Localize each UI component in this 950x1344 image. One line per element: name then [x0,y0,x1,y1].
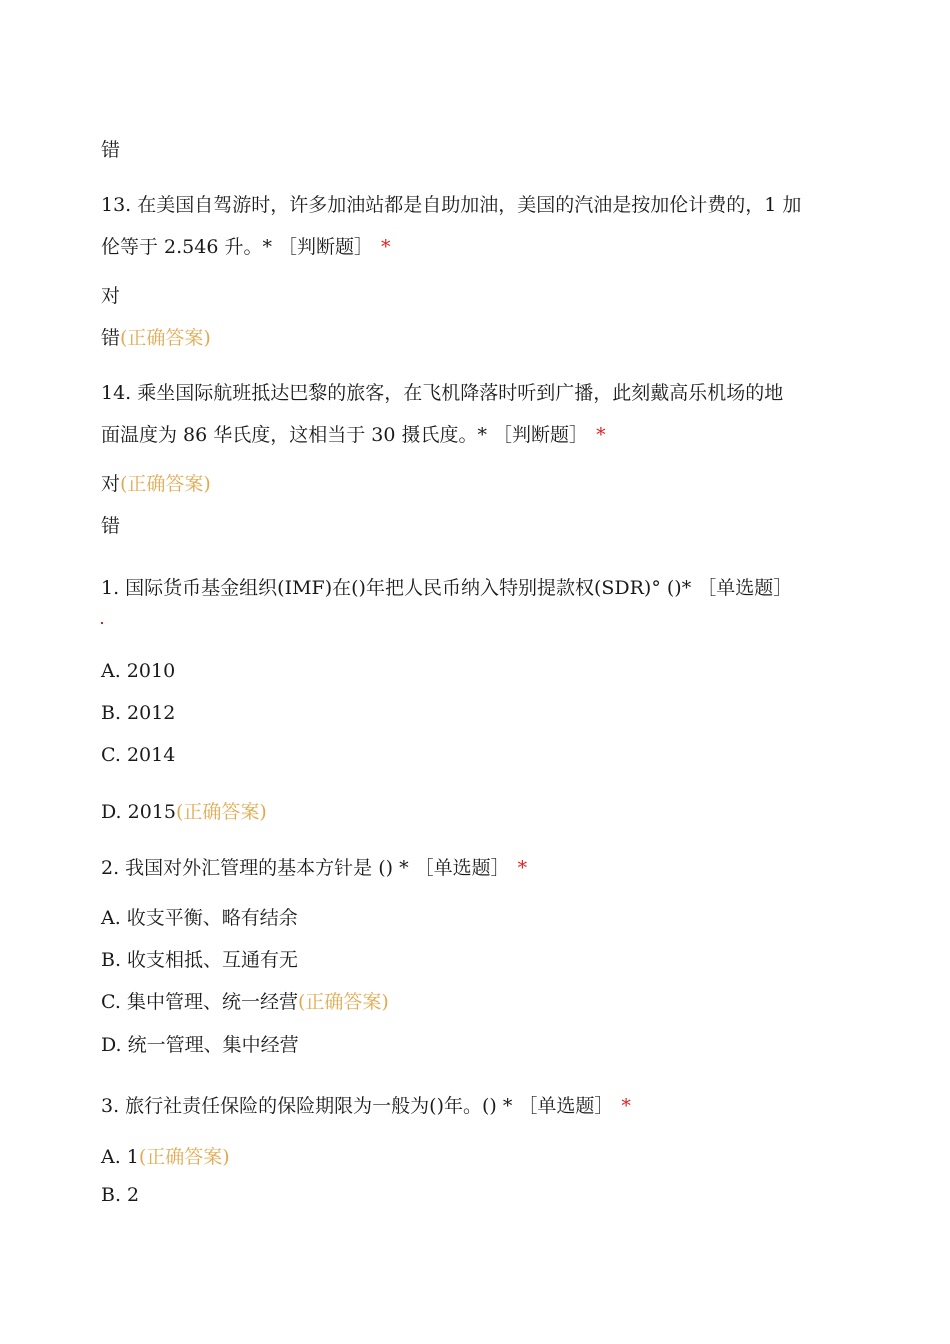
option-b: B. 2 [101,1184,140,1206]
question-13-text-cont: 伦等于 2.546 升。* ［判断题］ * [101,236,391,258]
option-c: C. 集中管理、统一经营(正确答案) [101,991,389,1013]
option-a: A. 1(正确答案) [101,1146,230,1168]
correct-answer-tag: (正确答案) [138,1146,230,1168]
option-d: D. 统一管理、集中经营 [101,1034,299,1056]
correct-answer-tag: (正确答案) [297,991,389,1013]
option-false: 错 [101,515,121,537]
required-mark: * [517,857,528,879]
option-true: 对 [101,285,121,307]
option-b: B. 2012 [101,702,176,724]
option-d: D. 2015(正确答案) [101,801,267,823]
option-true: 对(正确答案) [101,473,211,495]
option-false: 错(正确答案) [101,327,211,349]
required-mark: * [381,236,391,258]
option-c: C. 2014 [101,744,176,766]
option-b: B. 收支相抵、互通有无 [101,949,299,971]
option-a: A. 收支平衡、略有结余 [101,907,298,929]
mark-dot [101,622,103,624]
question-14-text: 14. 乘坐国际航班抵达巴黎的旅客，在飞机降落时听到广播，此刻戴高乐机场的地 [101,382,784,404]
question-13-text: 13. 在美国自驾游时，许多加油站都是自助加油，美国的汽油是按加伦计费的，1 加 [101,194,802,216]
single-choice-3-text: 3. 旅行社责任保险的保险期限为一般为()年。() * ［单选题］ * [101,1095,631,1117]
required-mark: * [596,424,606,446]
correct-answer-tag: (正确答案) [120,473,211,495]
correct-answer-tag: (正确答案) [120,327,211,349]
required-mark: * [621,1095,631,1117]
option-a: A. 2010 [101,660,176,682]
option-text: 错 [101,139,121,161]
single-choice-1-text: 1. 国际货币基金组织(IMF)在()年把人民币纳入特别提款权(SDR)° ()* ［单选题］ [101,577,793,599]
single-choice-2-text: 2. 我国对外汇管理的基本方针是 () * ［单选题］ * [101,857,528,879]
correct-answer-tag: (正确答案) [176,801,267,823]
question-14-text-cont: 面温度为 86 华氏度，这相当于 30 摄氏度。* ［判断题］ * [101,424,606,446]
